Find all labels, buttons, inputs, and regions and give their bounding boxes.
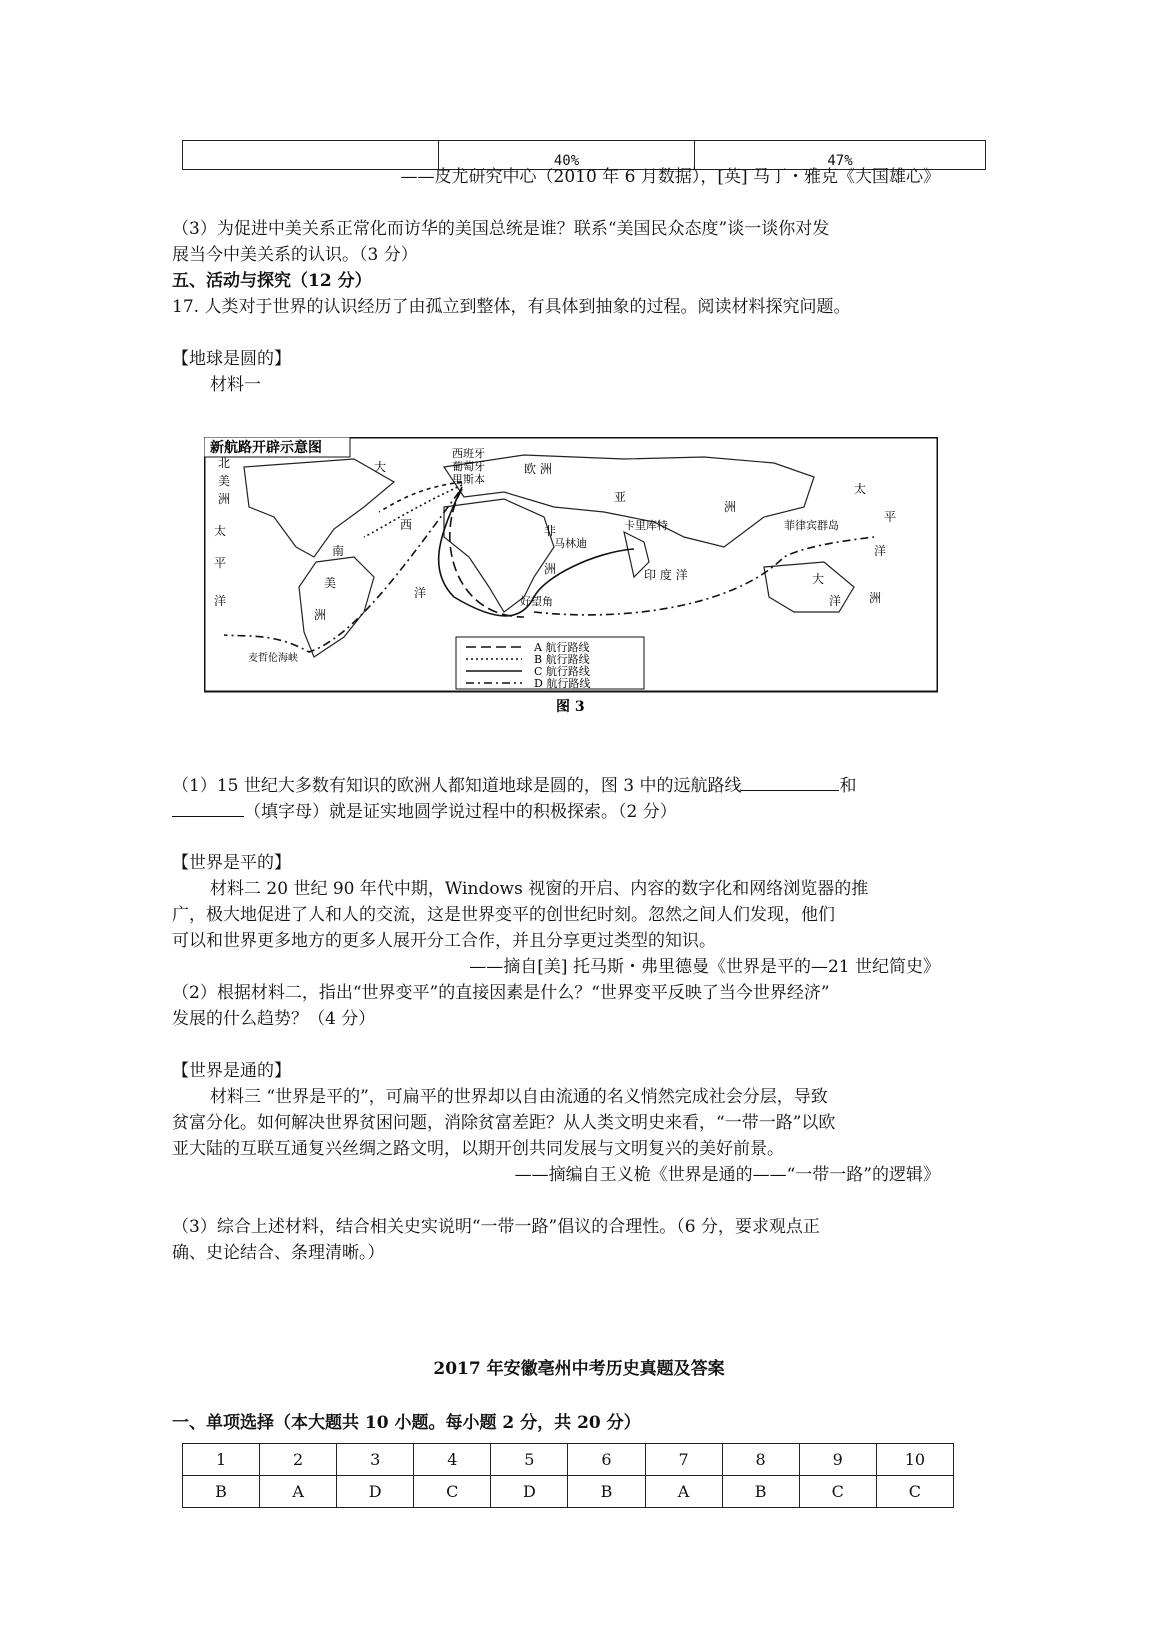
question-number: 9 bbox=[799, 1444, 876, 1476]
svg-text:卡里库特: 卡里库特 bbox=[624, 519, 668, 532]
svg-text:洋: 洋 bbox=[874, 544, 887, 558]
answers-title: 2017 年安徽亳州中考历史真题及答案 bbox=[433, 1359, 725, 1379]
question-text: 17. 人类对于世界的认识经历了由孤立到整体，有具体到抽象的过程。阅读材料探究问题。 bbox=[172, 297, 851, 317]
svg-text:平: 平 bbox=[214, 556, 227, 570]
svg-text:亚: 亚 bbox=[614, 490, 627, 504]
answer-blank[interactable] bbox=[741, 772, 839, 791]
question-number: 4 bbox=[414, 1444, 491, 1476]
svg-text:葡萄牙: 葡萄牙 bbox=[452, 460, 485, 473]
answer-blank[interactable] bbox=[172, 798, 244, 817]
table-row bbox=[183, 1444, 954, 1476]
question-number: 2 bbox=[260, 1444, 337, 1476]
question-number: 6 bbox=[568, 1444, 645, 1476]
material-text: 材料三 “世界是平的”，可扁平的世界却以自由流通的名义悄然完成社会分层，导致 bbox=[210, 1087, 828, 1107]
subsection-heading: 【世界是平的】 bbox=[172, 853, 291, 873]
map-caption: 图 3 bbox=[556, 699, 585, 715]
svg-text:太: 太 bbox=[214, 524, 227, 538]
svg-text:南: 南 bbox=[332, 544, 345, 558]
question-number: 8 bbox=[722, 1444, 799, 1476]
material-text: 亚大陆的互联互通复兴丝绸之路文明，以期开创共同发展与文明复兴的美好前景。 bbox=[172, 1139, 784, 1159]
legend-item: C 航行路线 bbox=[534, 665, 590, 678]
source-citation: ——摘编自王义桅《世界是通的——“一带一路”的逻辑》 bbox=[514, 1165, 940, 1185]
section-heading: 一、单项选择（本大题共 10 小题。每小题 2 分，共 20 分） bbox=[172, 1413, 641, 1433]
material-text: 广，极大地促进了人和人的交流，这是世界变平的创世纪时刻。忽然之间人们发现，他们 bbox=[172, 905, 835, 925]
answer-choice: B bbox=[722, 1476, 799, 1508]
svg-text:印 度 洋: 印 度 洋 bbox=[644, 568, 688, 582]
answer-table bbox=[182, 1443, 954, 1508]
legend-item: D 航行路线 bbox=[534, 677, 591, 690]
svg-text:美: 美 bbox=[324, 576, 337, 590]
svg-text:大: 大 bbox=[374, 460, 387, 474]
question-number: 7 bbox=[645, 1444, 722, 1476]
svg-text:洲: 洲 bbox=[314, 608, 327, 622]
question-text: （3）综合上述材料，结合相关史实说明“一带一路”倡议的合理性。（6 分，要求观点正 bbox=[172, 1217, 820, 1237]
question-number: 3 bbox=[337, 1444, 414, 1476]
table-cell: 47% bbox=[695, 141, 986, 170]
question-number: 5 bbox=[491, 1444, 568, 1476]
svg-text:北: 北 bbox=[218, 456, 231, 470]
svg-text:里斯本: 里斯本 bbox=[452, 473, 485, 486]
svg-text:平: 平 bbox=[884, 510, 897, 524]
svg-text:大: 大 bbox=[812, 572, 825, 586]
question-text: 展当今中美关系的认识。（3 分） bbox=[172, 245, 418, 265]
question-number: 10 bbox=[876, 1444, 953, 1476]
svg-text:好望角: 好望角 bbox=[520, 595, 553, 608]
answer-choice: C bbox=[799, 1476, 876, 1508]
answer-choice: A bbox=[260, 1476, 337, 1508]
material-text: 贫富分化。如何解决世界贫困问题，消除贫富差距？从人类文明史来看，“一带一路”以欧 bbox=[172, 1113, 836, 1133]
svg-text:麦哲伦海峡: 麦哲伦海峡 bbox=[248, 653, 298, 664]
material-text: 材料二 20 世纪 90 年代中期，Windows 视窗的开启、内容的数字化和网络浏览器的推 bbox=[210, 879, 869, 899]
svg-text:马林迪: 马林迪 bbox=[554, 537, 587, 550]
question-text: 发展的什么趋势？（4 分） bbox=[172, 1009, 376, 1029]
svg-text:西: 西 bbox=[400, 518, 413, 532]
svg-text:太: 太 bbox=[854, 482, 867, 496]
svg-text:洋: 洋 bbox=[214, 594, 227, 608]
legend-item: A 航行路线 bbox=[534, 641, 590, 654]
table-cell: 40% bbox=[439, 141, 695, 170]
svg-text:洲: 洲 bbox=[869, 591, 882, 605]
section-heading: 五、活动与探究（12 分） bbox=[172, 271, 372, 291]
subsection-heading: 【世界是通的】 bbox=[172, 1061, 291, 1081]
svg-text:西班牙: 西班牙 bbox=[452, 447, 485, 460]
answer-choice: C bbox=[414, 1476, 491, 1508]
material-text: 可以和世界更多地方的更多人展开分工合作，并且分享更过类型的知识。 bbox=[172, 931, 716, 951]
material-label: 材料一 bbox=[210, 375, 261, 395]
svg-text:菲律宾群岛: 菲律宾群岛 bbox=[784, 519, 839, 532]
svg-text:洲: 洲 bbox=[544, 562, 557, 576]
subsection-heading: 【地球是圆的】 bbox=[172, 349, 291, 369]
question-text: （1）15 世纪大多数有知识的欧洲人都知道地球是圆的，图 3 中的远航路线 和 bbox=[172, 772, 856, 799]
question-text: （2）根据材料二，指出“世界变平”的直接因素是什么？“世界变平反映了当今世界经济” bbox=[172, 983, 830, 1003]
source-citation: ——皮尤研究中心（2010 年 6 月数据），[英] 马丁・雅克《大国雄心》 bbox=[400, 167, 940, 187]
answer-choice: B bbox=[183, 1476, 260, 1508]
source-citation: ——摘自[美] 托马斯・弗里德曼《世界是平的—21 世纪简史》 bbox=[469, 957, 940, 977]
answer-choice: A bbox=[645, 1476, 722, 1508]
map-legend bbox=[456, 637, 644, 690]
map-title: 新航路开辟示意图 bbox=[210, 440, 322, 456]
navigation-routes-map bbox=[204, 437, 938, 727]
svg-text:美: 美 bbox=[218, 474, 231, 488]
question-text: （3）为促进中美关系正常化而访华的美国总统是谁？联系“美国民众态度”谈一谈你对发 bbox=[172, 219, 830, 239]
svg-text:洋: 洋 bbox=[414, 586, 427, 600]
svg-text:洲: 洲 bbox=[218, 492, 231, 506]
answer-choice: D bbox=[337, 1476, 414, 1508]
table-row bbox=[183, 1476, 954, 1508]
question-text: （填字母）就是证实地圆学说过程中的积极探索。（2 分） bbox=[172, 798, 677, 825]
legend-item: B 航行路线 bbox=[534, 653, 590, 666]
question-number: 1 bbox=[183, 1444, 260, 1476]
answer-choice: B bbox=[568, 1476, 645, 1508]
answer-choice: C bbox=[876, 1476, 953, 1508]
svg-text:非: 非 bbox=[544, 524, 557, 538]
svg-text:洲: 洲 bbox=[724, 500, 737, 514]
svg-text:洋: 洋 bbox=[829, 594, 842, 608]
svg-text:欧 洲: 欧 洲 bbox=[524, 462, 552, 476]
answer-choice: D bbox=[491, 1476, 568, 1508]
question-text: 确、史论结合、条理清晰。） bbox=[172, 1243, 385, 1263]
